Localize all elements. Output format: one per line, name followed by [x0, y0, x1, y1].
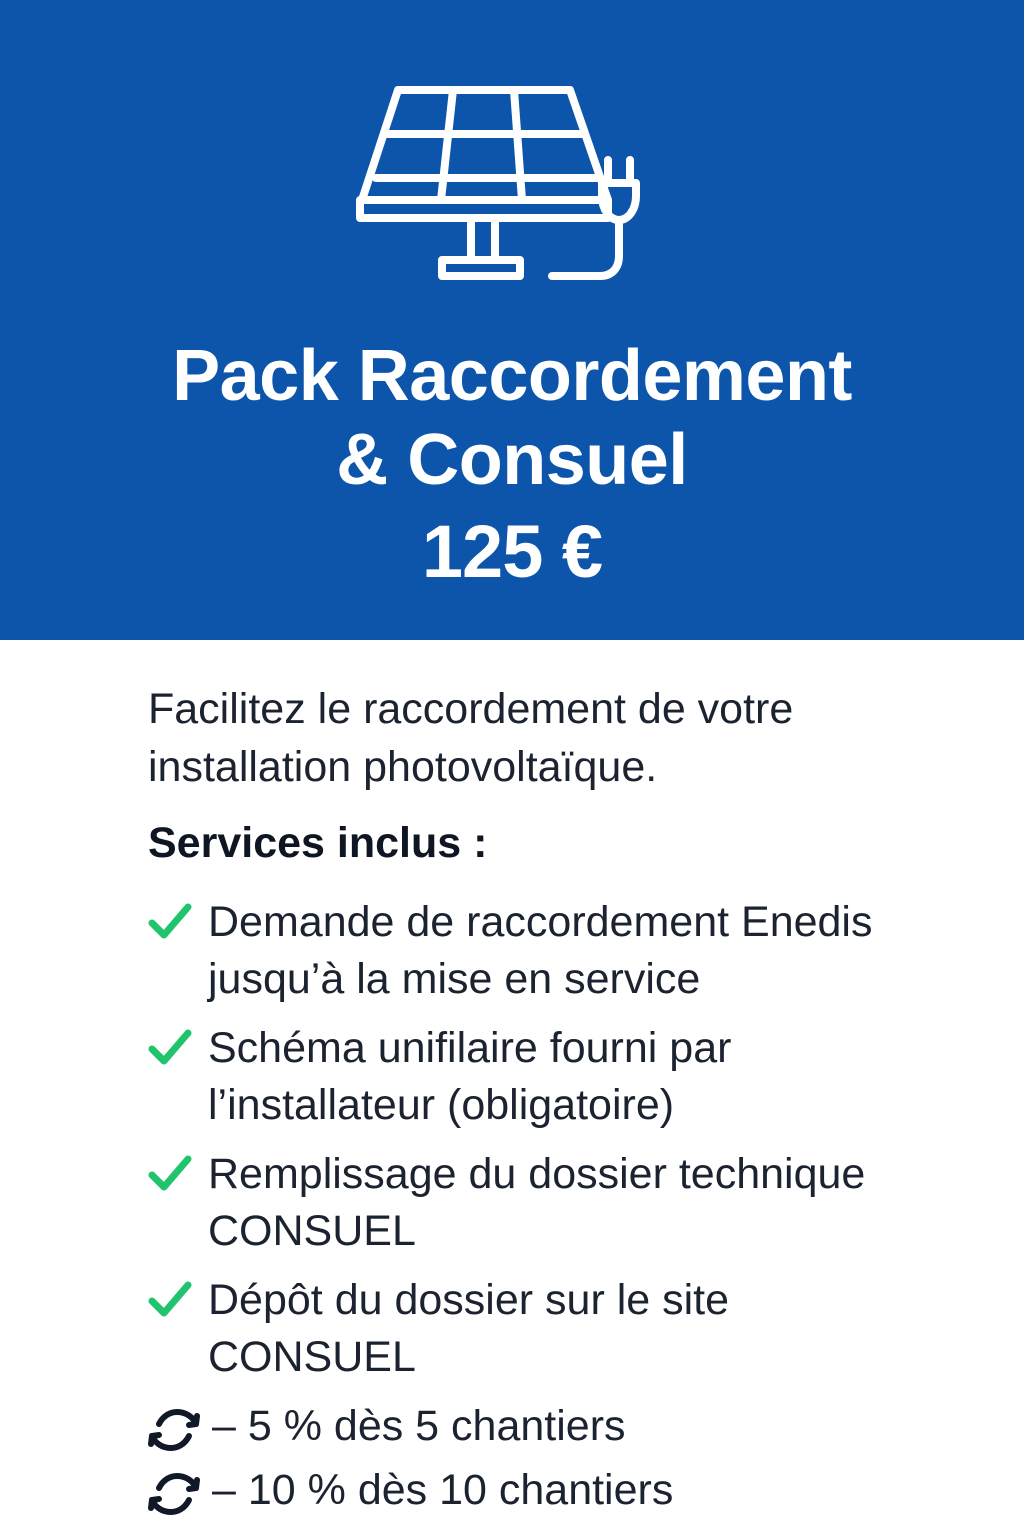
refresh-icon — [148, 1406, 200, 1454]
service-item — [148, 1146, 968, 1262]
service-item-text — [208, 1272, 968, 1386]
service-item-text — [208, 1020, 968, 1134]
intro-line-2: installation photovoltaïque. — [148, 743, 658, 791]
service-item — [148, 894, 968, 1010]
service-item-line-1: Demande de raccordement Enedis — [208, 898, 873, 946]
service-item-line-1: Schéma unifilaire fourni par — [208, 1024, 732, 1072]
discount-item — [148, 1398, 968, 1458]
service-item-line-2: jusqu’à la mise en service — [208, 955, 701, 1003]
title-line-2: & Consuel — [336, 420, 688, 500]
service-item-line-2: CONSUEL — [208, 1207, 416, 1255]
service-item-line-1: Dépôt du dossier sur le site — [208, 1276, 730, 1324]
service-item-text — [208, 894, 968, 1008]
refresh-icon — [148, 1470, 200, 1518]
service-item — [148, 1272, 968, 1388]
check-icon — [148, 1280, 192, 1318]
check-icon — [148, 1028, 192, 1066]
service-item-text — [208, 1146, 968, 1260]
intro-text — [148, 680, 948, 796]
solar-panel-plug-icon — [350, 80, 670, 290]
check-icon — [148, 902, 192, 940]
page-title — [0, 334, 1024, 502]
discount-text: – 5 % dès 5 chantiers — [212, 1402, 626, 1450]
service-item-line-1: Remplissage du dossier technique — [208, 1150, 866, 1198]
services-heading: Services inclus : — [148, 819, 488, 867]
header-banner — [0, 0, 1024, 640]
title-line-1: Pack Raccordement — [172, 336, 852, 416]
discount-item — [148, 1462, 968, 1522]
service-item-line-2: CONSUEL — [208, 1333, 416, 1381]
price-label: 125 € — [421, 510, 603, 593]
intro-line-1: Facilitez le raccordement de votre — [148, 685, 794, 733]
service-item-line-2: l’installateur (obligatoire) — [208, 1081, 675, 1129]
service-item — [148, 1020, 968, 1136]
check-icon — [148, 1154, 192, 1192]
discount-text: – 10 % dès 10 chantiers — [212, 1466, 674, 1514]
